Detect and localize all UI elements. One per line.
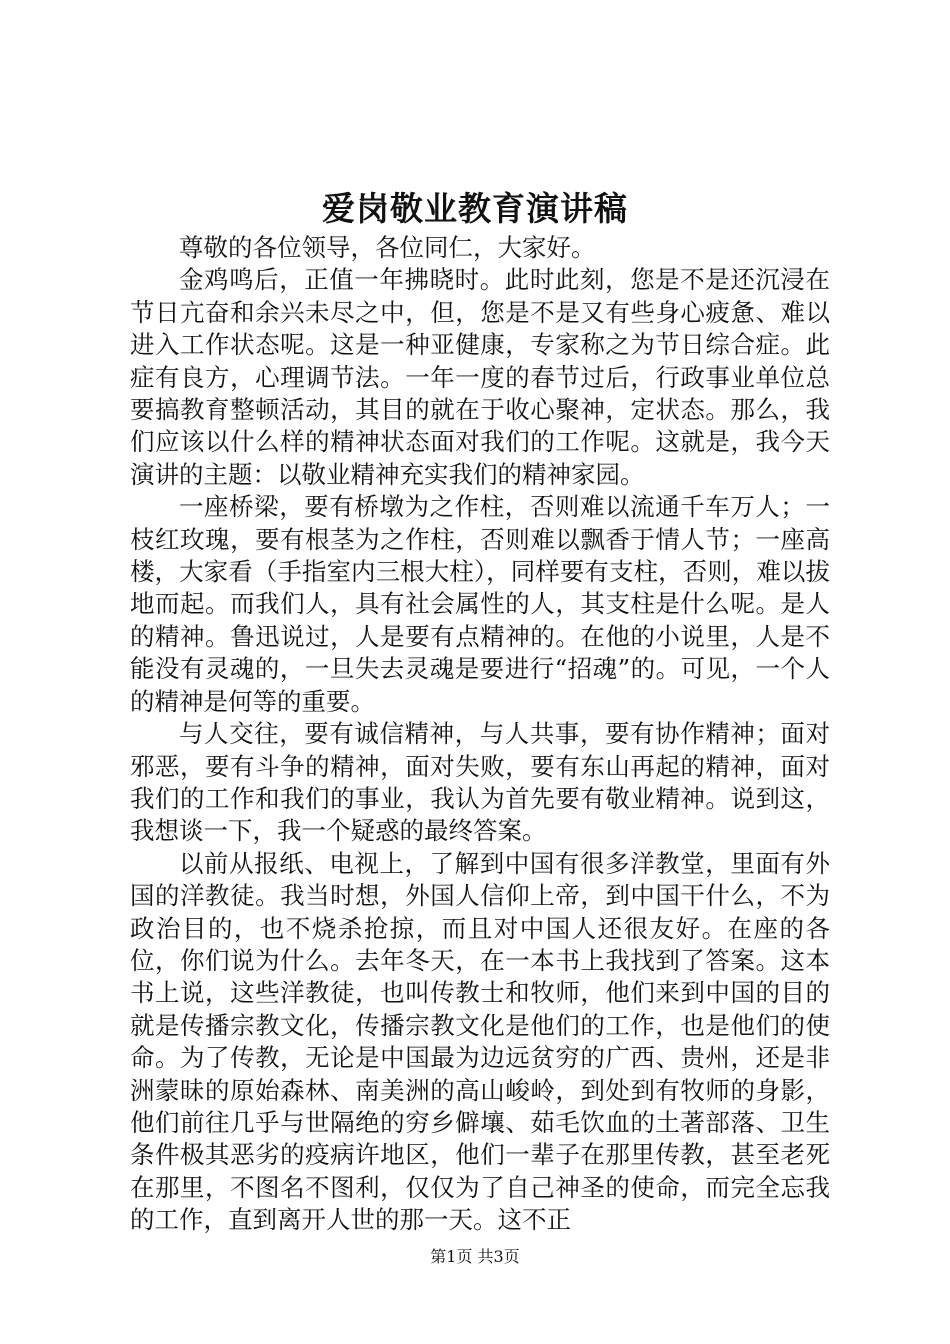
paragraph-intro: 金鸡鸣后，正值一年拂晓时。此时此刻，您是不是还沉浸在节日亢奋和余兴未尽之中，但，您是不是又有些身心疲惫、难以进入工作状态呢。这是一种亚健康，专家称之为节日综合症。此症有良方，心理调节法。一年一度的春节过后，行政事业单位总要搞教育整顿活动，其目的就在于收心聚神，定状态。那么，我们应该以什么样的精神状态面对我们的工作呢。这就是，我今天演讲的主题：以敬业精神充实我们的精神家园。: [130, 265, 830, 489]
page-footer: 第1页 共3页: [430, 1247, 520, 1266]
paragraph-pillar: 一座桥梁，要有桥墩为之作柱，否则难以流通千车万人；一枝红玫瑰，要有根茎为之作柱，否则难以飘香于情人节；一座高楼，大家看（手指室内三根大柱），同样要有支柱，否则，难以拔地而起。而我们人，具有社会属性的人，其支柱是什么呢。是人的精神。鲁迅说过，人是要有点精神的。在他的小说里，人是不能没有灵魂的，一旦失去灵魂是要进行“招魂”的。可见，一个人的精神是何等的重要。: [130, 492, 830, 716]
document-title: 爱岗敬业教育演讲稿: [322, 189, 628, 228]
paragraph-missionaries: 以前从报纸、电视上，了解到中国有很多洋教堂，里面有外国的洋教徒。我当时想，外国人信仰上帝，到中国干什么，不为政治目的，也不烧杀抢掠，而且对中国人还很友好。在座的各位，你们说为什么。去年冬天，在一本书上我找到了答案。这本书上说，这些洋教徒，也叫传教士和牧师，他们来到中国的目的就是传播宗教文化，传播宗教文化是他们的工作，也是他们的使命。为了传教，无论是中国最为边远贫穷的广西、贵州，还是非洲蒙昧的原始森林、南美洲的高山峻岭，到处到有牧师的身影，他们前往几乎与世隔绝的穷乡僻壤、茹毛饮血的土著部落、卫生条件极其恶劣的疫病许地区，他们一辈子在那里传教，甚至老死在那里，不图名不图利，仅仅为了自己神圣的使命，而完全忘我的工作，直到离开人世的那一天。这不正: [130, 848, 830, 1235]
document-body: [130, 232, 830, 1237]
paragraph-greeting: 尊敬的各位领导，各位同仁，大家好。: [179, 233, 596, 262]
paragraph-spirit: 与人交往，要有诚信精神，与人共事，要有协作精神；面对邪恶，要有斗争的精神，面对失败，要有东山再起的精神，面对我们的工作和我们的事业，我认为首先要有敬业精神。说到这，我想谈一下，我一个疑惑的最终答案。: [130, 719, 830, 846]
